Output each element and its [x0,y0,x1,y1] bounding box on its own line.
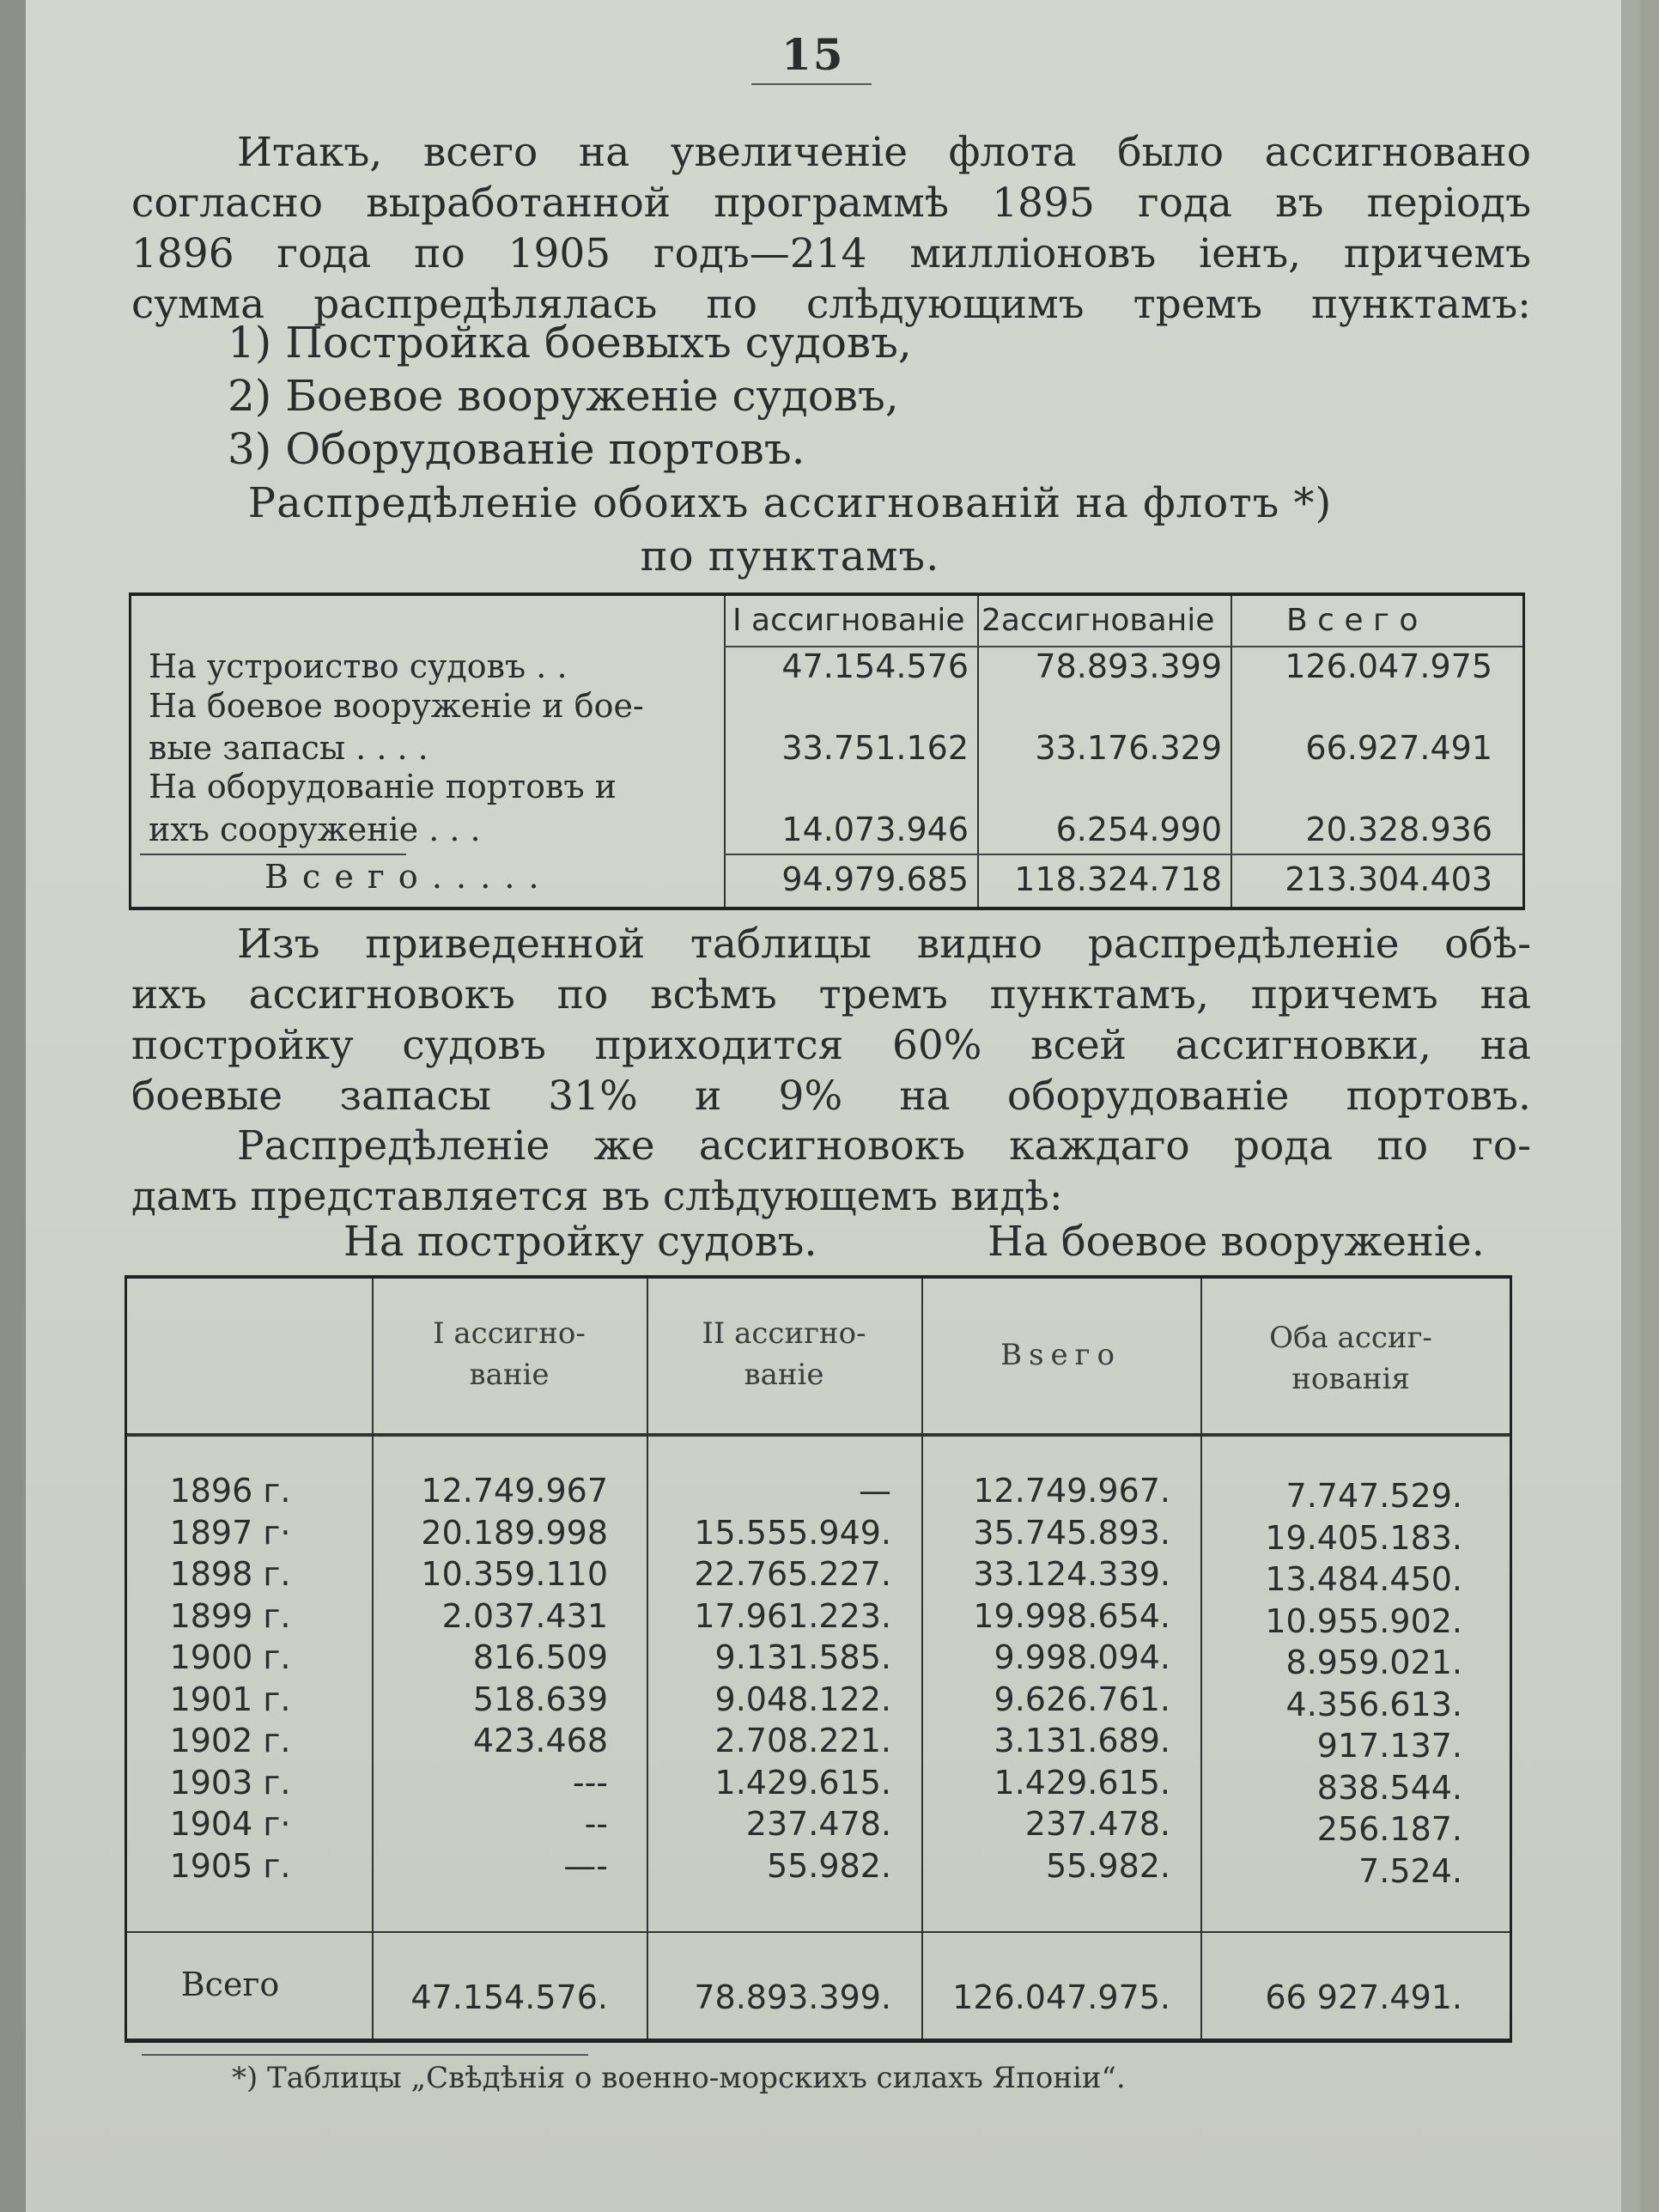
table-cell: 256.187. [1316,1810,1462,1848]
header-line: Оба ассиг- [1269,1321,1432,1355]
table-cell: 12.749.967 [421,1472,608,1510]
footnote: *) Таблицы „Свѣдѣнiя о военно-морскихъ силахъ Японiи“. [232,2061,1126,2095]
total-cell: 213.304.403 [1285,860,1492,898]
year-label: 1904 г· [169,1805,291,1843]
page-number-rule [751,83,872,85]
column-divider [921,1279,923,2039]
table-cell: 9.998.094. [994,1638,1170,1676]
table-cell: 6.254.990 [1055,811,1222,848]
table-cell: 17.961.223. [694,1596,891,1635]
column-header: В с е г о [1286,603,1419,638]
year-label: 1899 г. [169,1596,291,1635]
subtitle-armament: На боевое вооруженiе. [988,1218,1485,1266]
table1-title [146,477,1434,583]
total-cell: 66 927.491. [1265,1978,1462,2016]
table-cell: 33.751.162 [781,729,969,767]
table-cell: 237.478. [1024,1805,1170,1843]
row-label: На оборудованiе портовъ и [149,768,617,805]
table-cell: 9.131.585. [714,1638,891,1676]
table-cell: 816.509 [472,1638,608,1676]
table-cell: 12.749.967. [973,1472,1170,1510]
table-cell: 19.405.183. [1265,1518,1462,1557]
text-line: сумма распредѣлялась по слѣдующимъ тремъ пунктамъ: [131,281,1531,328]
table1-title-line: по пунктамъ. [640,532,940,580]
table-cell: 33.176.329 [1035,729,1222,767]
total-cell: 94.979.685 [781,860,969,898]
total-cell: 47.154.576. [410,1978,608,2016]
year-label: 1900 г. [169,1638,291,1676]
book-spine-shadow [0,0,26,2212]
column-divider [1231,596,1232,907]
table-cell: 838.544. [1316,1768,1462,1807]
page-number: 15 [781,29,845,80]
table-cell: 19.998.654. [973,1596,1170,1635]
table-cell: 4.356.613. [1285,1685,1462,1723]
year-label: 1897 г· [169,1513,291,1552]
row-label: вые запасы . . . . [149,729,428,767]
table-cell: 2.708.221. [714,1722,891,1759]
table-cell: — [859,1472,891,1510]
table-cell: 518.639 [472,1680,608,1718]
column-divider [647,1279,648,2039]
text-line: дамъ представляется въ слѣдующемъ видѣ: [131,1173,1063,1220]
table-cell: 22.765.227. [694,1555,891,1593]
table1-title-line: Распредѣленiе обоихъ ассигнованiй на флотъ *) [247,479,1333,527]
table-cell: 66.927.491 [1305,729,1492,767]
table-cell: 423.468 [472,1722,608,1759]
total-cell: 126.047.975. [952,1978,1170,2016]
book-page [26,0,1640,2212]
table-cell: 1.429.615. [714,1763,891,1802]
table-cell: 33.124.339. [973,1555,1170,1593]
year-label: 1896 г. [169,1472,291,1510]
text-line: 1896 года по 1905 годъ—214 миллiоновъ iенъ, причемъ [131,230,1531,277]
total-label: Всего [180,1966,280,2003]
table-cell: 126.047.975 [1285,647,1492,685]
header-line: II ассигно- [702,1316,866,1351]
column-header [651,1313,917,1395]
table-cell: —- [563,1846,608,1885]
list-item: 1) Постройка боевыхъ судовъ, [228,318,912,368]
table-cell: 7.524. [1358,1851,1462,1890]
column-header: 2ассигнованiе [981,603,1215,638]
table-cell: 20.189.998 [421,1513,608,1552]
table-cell: -- [584,1805,608,1843]
total-label: В с е г о . . . . . [264,858,541,896]
numbered-list [228,316,912,476]
paragraph-by-year [131,1121,1531,1222]
text-line: боевые запасы 31% и 9% на оборудованiе портовъ. [131,1073,1531,1120]
table-cell: 78.893.399 [1035,647,1222,685]
total-cell: 78.893.399. [694,1978,891,2016]
total-rule [140,854,406,855]
page-edge [1621,0,1640,2212]
header-line: Вѕего [1000,1338,1121,1372]
column-header [376,1313,642,1395]
total-rule [127,1931,1510,1933]
column-divider [977,596,979,907]
column-divider [724,596,726,907]
column-divider [372,1279,374,2039]
table-cell: 14.073.946 [781,811,969,848]
text-line: Изъ приведенной таблицы видно распредѣленiе обѣ- [237,921,1531,968]
paragraph-intro [131,127,1531,330]
table-cell: 7.747.529. [1285,1477,1462,1515]
table-cell: 9.626.761. [994,1680,1170,1718]
allocation-by-item-table [129,592,1525,910]
table-cell: 3.131.689. [994,1722,1170,1759]
table-cell: 237.478. [745,1805,891,1843]
list-item: 3) Оборудованiе портовъ. [228,424,805,474]
table-cell: 9.048.122. [714,1680,891,1718]
header-line: I ассигно- [433,1316,586,1351]
total-rule [724,854,1522,855]
column-header: I ассигнованiе [732,603,965,638]
table-cell: 47.154.576 [781,647,969,685]
row-label: На боевое вооруженiе и бое- [149,687,644,725]
column-divider [1200,1279,1202,2039]
total-cell: 118.324.718 [1014,860,1222,898]
list-item: 2) Боевое вооруженiе судовъ, [228,371,899,421]
table-cell: 55.982. [766,1846,891,1885]
column-header [1205,1317,1497,1400]
table-cell: 8.959.021. [1285,1644,1462,1681]
text-line: Распредѣленiе же ассигновокъ каждаго рода по го- [237,1122,1531,1170]
table-cell: --- [572,1763,608,1802]
year-label: 1905 г. [169,1846,291,1885]
year-label: 1898 г. [169,1555,291,1593]
row-label: На устроиство судовъ . . [149,647,568,685]
text-line: Итакъ, всего на увеличенiе флота было ассигновано [237,129,1531,176]
year-label: 1903 г. [169,1763,291,1802]
table-cell: 15.555.949. [694,1513,891,1552]
footnote-rule [142,2054,588,2056]
header-line: нованiя [1291,1362,1410,1396]
header-line: ванiе [744,1358,824,1392]
table-cell: 1.429.615. [994,1763,1170,1802]
table-cell: 10.955.902. [1265,1601,1462,1640]
table-cell: 55.982. [1045,1846,1170,1885]
year-label: 1901 г. [169,1680,291,1718]
table-cell: 13.484.450. [1265,1560,1462,1598]
table-cell: 917.137. [1316,1727,1462,1765]
table-cell: 10.359.110 [421,1555,608,1593]
paragraph-analysis [131,919,1531,1121]
table-cell: 35.745.893. [973,1513,1170,1552]
header-rule [127,1433,1510,1437]
table-cell: 2.037.431 [441,1596,608,1635]
subtitle-shipbuilding: На постройку судовъ. [343,1218,817,1266]
text-line: ихъ ассигновокъ по всѣмъ тремъ пунктамъ, причемъ на [131,971,1531,1018]
text-line: согласно выработанной программѣ 1895 года въ перiодъ [131,179,1531,227]
allocation-by-year-table [125,1275,1512,2043]
text-line: постройку судовъ приходится 60% всей ассигновки, на [131,1022,1531,1069]
header-line: ванiе [469,1358,550,1392]
column-header [926,1334,1196,1376]
year-label: 1902 г. [169,1722,291,1759]
row-label: ихъ сооруженiе . . . [149,811,481,848]
table-cell: 20.328.936 [1305,811,1492,848]
